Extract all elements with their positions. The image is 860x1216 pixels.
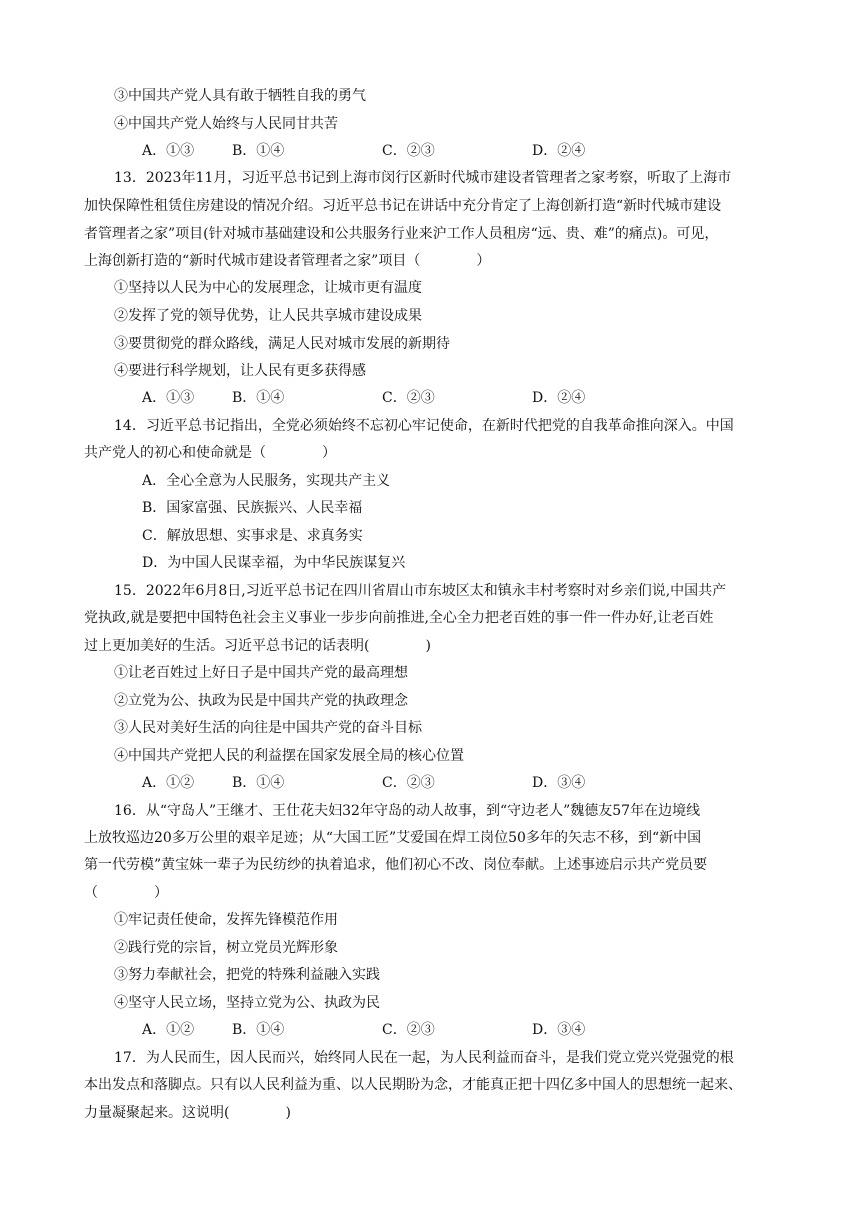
q13-stem-line-4: 上海创新打造的“新时代城市建设者管理者之家”项目（ ） bbox=[84, 253, 491, 269]
q13-choice-c: C．②③ bbox=[382, 390, 435, 406]
q15-statement-1: ①让老百姓过上好日子是中国共产党的最高理想 bbox=[114, 665, 408, 681]
q15-statement-2: ②立党为公、执政为民是中国共产党的执政理念 bbox=[114, 693, 408, 709]
q13-choice-b: B．①④ bbox=[232, 390, 285, 406]
q13-choice-d: D．②④ bbox=[532, 390, 586, 406]
q16-stem-line-3: 第一代劳模”黄宝妹一辈子为民纺纱的执着追求，他们初心不改、岗位奉献。上述事迹启示共产党员要 bbox=[84, 857, 708, 873]
q16-stem-line-2: 上放牧巡边20多万公里的艰辛足迹；从“大国工匠”艾爱国在焊工岗位50多年的矢志不移，到“新中国 bbox=[84, 830, 702, 846]
q16-statement-2: ②践行党的宗旨，树立党员光辉形象 bbox=[114, 940, 338, 956]
q13-choice-a: A．①③ bbox=[142, 390, 195, 406]
q13-statement-1: ①坚持以人民为中心的发展理念，让城市更有温度 bbox=[114, 280, 422, 296]
q15-stem-line-1: 15．2022年6月8日,习近平总书记在四川省眉山市东坡区太和镇永丰村考察时对乡亲们说,中国共产 bbox=[114, 583, 727, 599]
q12-choice-c: C．②③ bbox=[382, 143, 435, 159]
q13-statement-3: ③要贯彻党的群众路线，满足人民对城市发展的新期待 bbox=[114, 336, 450, 352]
q17-stem-line-1: 17．为人民而生，因人民而兴，始终同人民在一起，为人民利益而奋斗，是我们党立党兴党强党的根 bbox=[114, 1050, 734, 1066]
q14-option-c: C．解放思想、实事求是、求真务实 bbox=[142, 528, 363, 544]
q15-statement-3: ③人民对美好生活的向往是中国共产党的奋斗目标 bbox=[114, 720, 422, 736]
q17-stem-line-3: 力量凝聚起来。这说明( ) bbox=[84, 1105, 291, 1121]
q13-statement-4: ④要进行科学规划，让人民有更多获得感 bbox=[114, 363, 366, 379]
q15-statement-4: ④中国共产党把人民的利益摆在国家发展全局的核心位置 bbox=[114, 748, 464, 764]
q12-choice-d: D．②④ bbox=[532, 143, 586, 159]
q12-choices bbox=[142, 141, 782, 161]
q12-statement-3: ③中国共产党人具有敢于牺牲自我的勇气 bbox=[114, 88, 366, 104]
q15-choice-d: D．③④ bbox=[532, 775, 586, 791]
q16-stem-line-4: （ ） bbox=[84, 885, 168, 901]
q12-choice-b: B．①④ bbox=[232, 143, 285, 159]
q14-stem-line-1: 14．习近平总书记指出，全党必须始终不忘初心牢记使命，在新时代把党的自我革命推向深入。中国 bbox=[114, 418, 734, 434]
q15-stem-line-3: 过上更加美好的生活。习近平总书记的话表明( ) bbox=[84, 638, 431, 654]
q13-choices bbox=[142, 388, 782, 408]
q14-option-d: D．为中国人民谋幸福，为中华民族谋复兴 bbox=[142, 555, 406, 571]
q14-option-a: A．全心全意为人民服务，实现共产主义 bbox=[142, 473, 391, 489]
q13-stem-line-2: 加快保障性租赁住房建设的情况介绍。习近平总书记在讲话中充分肯定了上海创新打造“新时代城市建设 bbox=[84, 198, 722, 214]
q12-statement-4: ④中国共产党人始终与人民同甘共苦 bbox=[114, 116, 338, 132]
q15-choices bbox=[142, 773, 782, 793]
q13-stem-line-3: 者管理者之家”项目(针对城市基础建设和公共服务行业来沪工作人员租房“远、贵、难”的痛点)。可见， bbox=[84, 226, 719, 242]
q16-statement-1: ①牢记责任使命，发挥先锋模范作用 bbox=[114, 912, 338, 928]
q14-stem-line-2: 共产党人的初心和使命就是（ ） bbox=[84, 445, 336, 461]
q16-choice-b: B．①④ bbox=[232, 1022, 285, 1038]
q15-stem-line-2: 党执政,就是要把中国特色社会主义事业一步步向前推进,全心全力把老百姓的事一件一件办好,让老百姓 bbox=[84, 610, 714, 626]
q15-choice-b: B．①④ bbox=[232, 775, 285, 791]
q16-statement-4: ④坚守人民立场，坚持立党为公、执政为民 bbox=[114, 995, 380, 1011]
q16-statement-3: ③努力奉献社会，把党的特殊利益融入实践 bbox=[114, 967, 380, 983]
q14-option-b: B．国家富强、民族振兴、人民幸福 bbox=[142, 500, 363, 516]
q16-choices bbox=[142, 1020, 782, 1040]
q13-stem-line-1: 13．2023年11月，习近平总书记到上海市闵行区新时代城市建设者管理者之家考察，听取了上海市 bbox=[114, 170, 732, 186]
q12-choice-a: A．①③ bbox=[142, 143, 195, 159]
q15-choice-c: C．②③ bbox=[382, 775, 435, 791]
q16-choice-a: A．①② bbox=[142, 1022, 195, 1038]
q17-stem-line-2: 本出发点和落脚点。只有以人民利益为重、以人民期盼为念，才能真正把十四亿多中国人的思想统一起来、 bbox=[84, 1077, 742, 1093]
q15-choice-a: A．①② bbox=[142, 775, 195, 791]
q16-choice-c: C．②③ bbox=[382, 1022, 435, 1038]
q13-statement-2: ②发挥了党的领导优势，让人民共享城市建设成果 bbox=[114, 308, 422, 324]
q16-choice-d: D．③④ bbox=[532, 1022, 586, 1038]
q16-stem-line-1: 16．从“守岛人”王继才、王仕花夫妇32年守岛的动人故事，到“守边老人”魏德友57年在边境线 bbox=[114, 803, 701, 819]
